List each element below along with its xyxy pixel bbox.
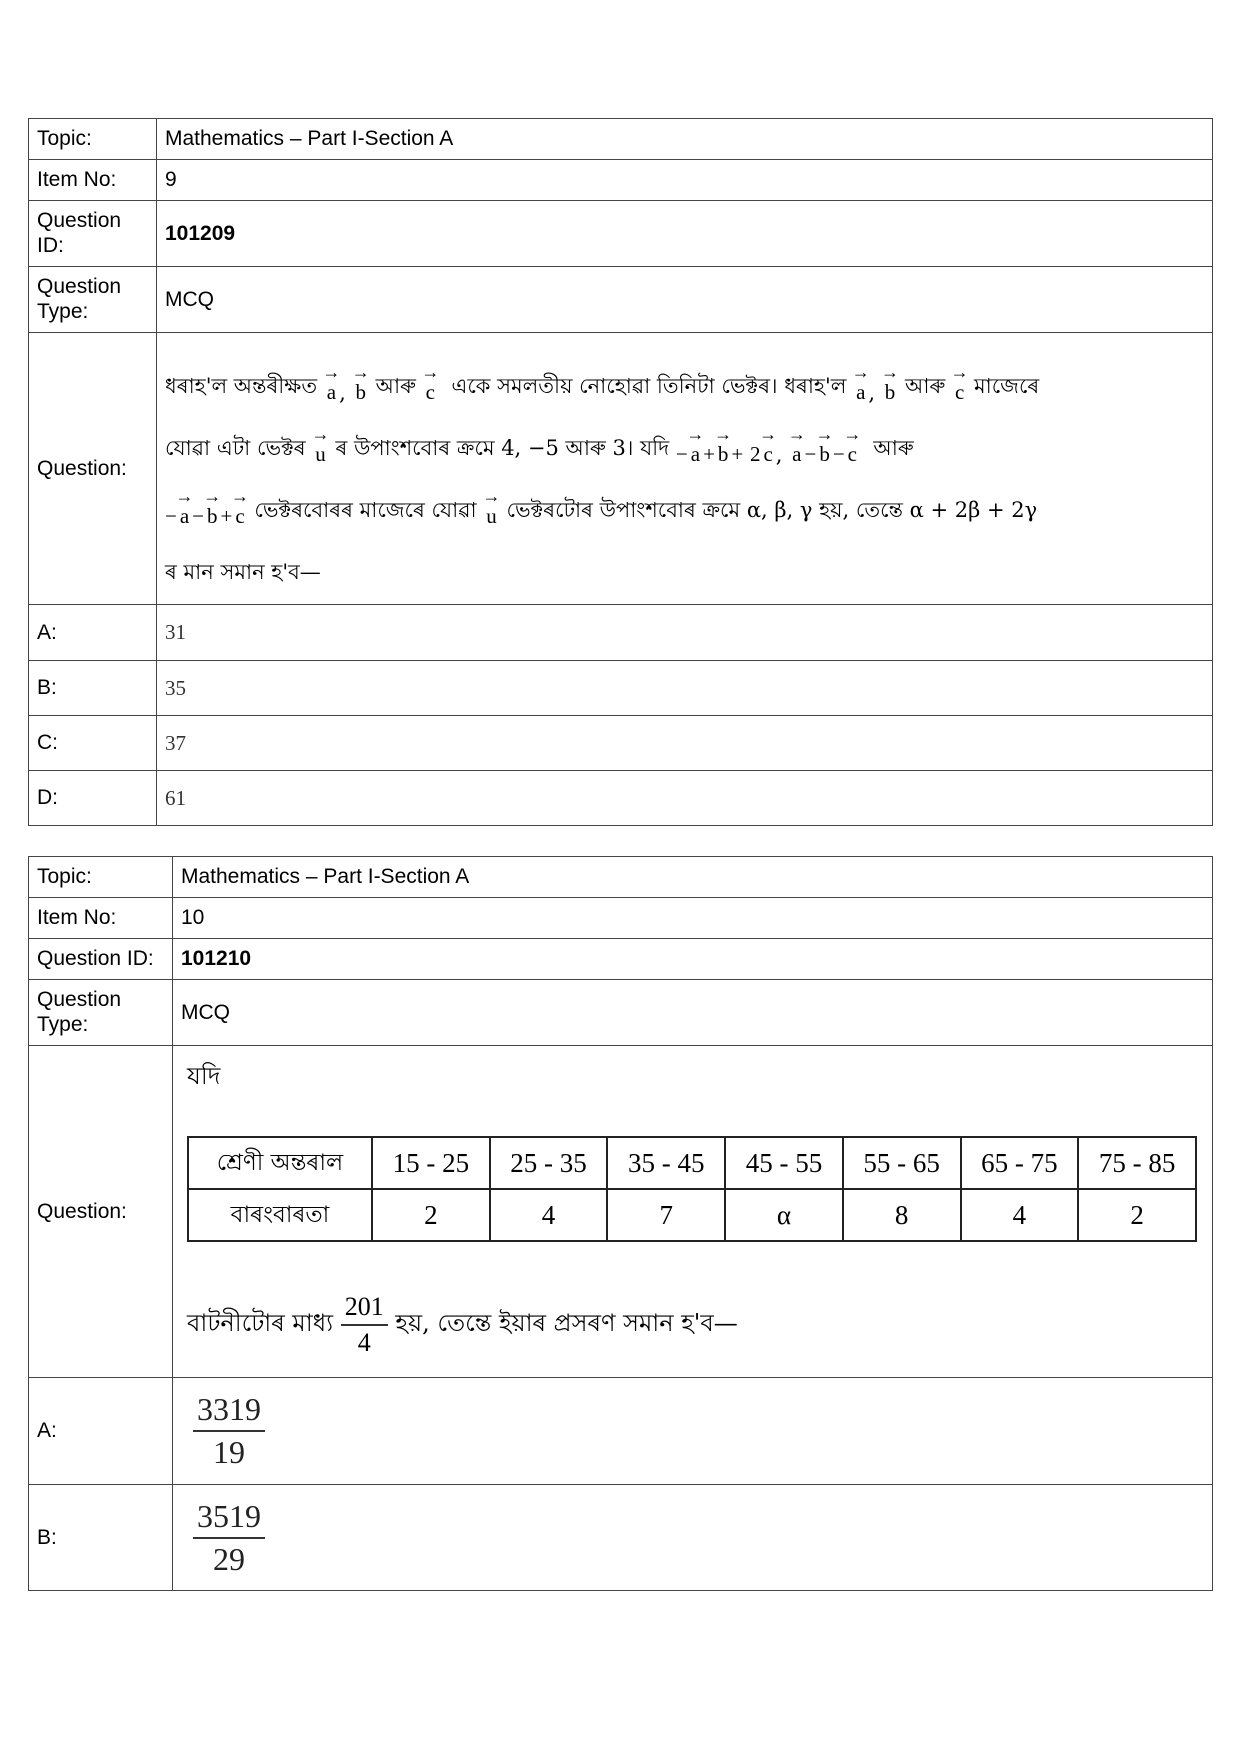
table-cell: 4 xyxy=(961,1189,1079,1241)
table-cell: 65 - 75 xyxy=(961,1137,1079,1189)
vector-a: → a xyxy=(856,380,865,405)
table-cell: 2 xyxy=(372,1189,490,1241)
question-label: Question: xyxy=(29,1046,173,1378)
table-cell: 7 xyxy=(607,1189,725,1241)
question-line-1: ধৰাহ'ল অন্তৰীক্ষত → a , → b আৰু → c একে সমলতীয় নোহোৱা তিনিটা ভেক্টৰ। ধৰাহ'ল → a , → b আৰু → c মাজেৰে xyxy=(165,343,1204,405)
table-cell: 45 - 55 xyxy=(725,1137,843,1189)
question-id-label: Question ID: xyxy=(29,201,157,267)
question-line-3: − → a − → b + → c ভেক্টৰবোৰৰ মাজেৰে যোৱা → u ভেক্টৰটোৰ উপাংশবোৰ ক্ৰমে α, β, γ হয়, তেন্তে α + 2β + 2γ xyxy=(165,467,1204,529)
frequency-table xyxy=(187,1136,1197,1242)
option-c-label: C: xyxy=(29,716,157,771)
option-a: 31 xyxy=(157,605,1213,661)
vector-u: → u xyxy=(486,504,497,529)
vector-a: → a xyxy=(327,380,336,405)
item-no-label: Item No: xyxy=(29,160,157,201)
question-id-value: 101210 xyxy=(173,939,1213,980)
question-type-label: Question Type: xyxy=(29,980,173,1046)
vector-b: → b xyxy=(885,380,896,405)
vector-b: → b xyxy=(355,380,366,405)
frequency-header: বাৰংবাৰতা xyxy=(188,1189,372,1241)
topic-label: Topic: xyxy=(29,857,173,898)
option-b: 35 xyxy=(157,661,1213,716)
table-cell: 8 xyxy=(843,1189,961,1241)
vector-u: → u xyxy=(315,442,326,467)
question-type-value: MCQ xyxy=(157,267,1213,333)
topic-label: Topic: xyxy=(29,119,157,160)
table-cell: 35 - 45 xyxy=(607,1137,725,1189)
table-cell: 55 - 65 xyxy=(843,1137,961,1189)
option-d: 61 xyxy=(157,771,1213,826)
question-card-9 xyxy=(28,118,1213,826)
question-text xyxy=(173,1046,1213,1378)
option-a-label: A: xyxy=(29,1378,173,1485)
question-mean-line: বাটনীটোৰ মাধ্য $\frac{201}{4}$ হয়, তেন্তে ইয়াৰ প্ৰসৰণ সমান হ'ব— xyxy=(187,1292,738,1357)
option-d-label: D: xyxy=(29,771,157,826)
table-cell: 15 - 25 xyxy=(372,1137,490,1189)
vector-c: → c xyxy=(955,380,964,405)
vector-c: → c xyxy=(426,380,435,405)
class-interval-header: শ্ৰেণী অন্তৰাল xyxy=(188,1137,372,1189)
table-cell: 4 xyxy=(490,1189,608,1241)
question-type-label: Question Type: xyxy=(29,267,157,333)
option-a xyxy=(173,1378,1213,1485)
option-a-label: A: xyxy=(29,605,157,661)
topic-value: Mathematics – Part I-Section A xyxy=(157,119,1213,160)
option-a-fraction: $\frac{3319}{19}$ xyxy=(193,1391,265,1471)
question-intro: যদি xyxy=(187,1062,221,1090)
table-cell: 2 xyxy=(1078,1189,1196,1241)
question-id-label: Question ID: xyxy=(29,939,173,980)
question-type-value: MCQ xyxy=(173,980,1213,1046)
question-card-10 xyxy=(28,856,1213,1591)
item-no-value: 10 xyxy=(173,898,1213,939)
mean-fraction: $\frac{201}{4}$ xyxy=(341,1292,388,1358)
question-label: Question: xyxy=(29,333,157,605)
item-no-value: 9 xyxy=(157,160,1213,201)
question-line-4: ৰ মান সমান হ'ব— xyxy=(165,559,321,584)
topic-value: Mathematics – Part I-Section A xyxy=(173,857,1213,898)
option-b-fraction: $\frac{3519}{29}$ xyxy=(193,1498,265,1578)
option-b-label: B: xyxy=(29,661,157,716)
table-cell: 25 - 35 xyxy=(490,1137,608,1189)
question-text xyxy=(157,333,1213,605)
question-id-value: 101209 xyxy=(157,201,1213,267)
item-no-label: Item No: xyxy=(29,898,173,939)
option-b-label: B: xyxy=(29,1485,173,1591)
option-c: 37 xyxy=(157,716,1213,771)
question-line-2: যোৱা এটা ভেক্টৰ → u ৰ উপাংশবোৰ ক্ৰমে 4, −5 আৰু 3। যদি − → a + → b + 2 → c , → a − → b − → c আৰু xyxy=(165,405,1204,467)
table-cell: α xyxy=(725,1189,843,1241)
option-b xyxy=(173,1485,1213,1591)
table-cell: 75 - 85 xyxy=(1078,1137,1196,1189)
